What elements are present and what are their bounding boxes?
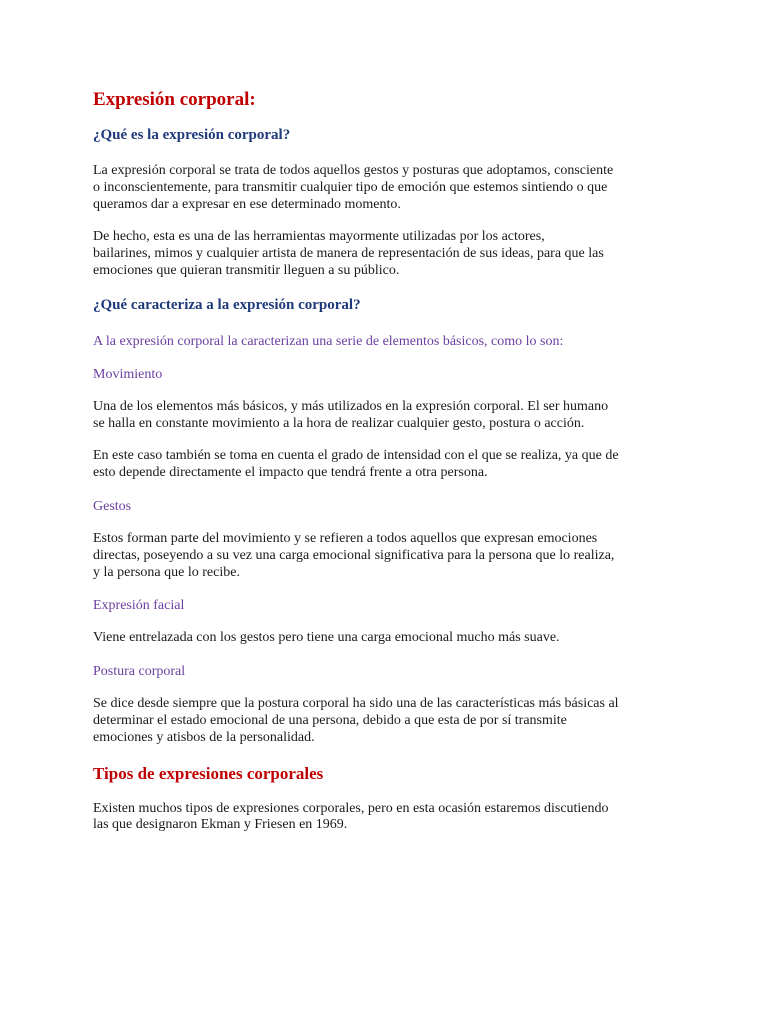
paragraph-line: En este caso también se toma en cuenta el grado de intensidad con el que se realiza, ya que de [93,448,619,464]
paragraph-line: o inconscientemente, para transmitir cualquier tipo de emoción que estemos sintiendo o que [93,179,608,195]
paragraph-movimiento-2 [93,448,693,482]
paragraph-gestos [93,531,693,581]
paragraph-line: Se dice desde siempre que la postura corporal ha sido una de las características más básicas al [93,696,619,712]
paragraph-definition [93,163,693,213]
paragraph-line: Estos forman parte del movimiento y se refieren a todos aquellos que expresan emociones [93,530,598,546]
paragraph-movimiento-1 [93,399,693,433]
paragraph-line: las que designaron Ekman y Friesen en 1969. [93,817,348,833]
paragraph-tipos [93,801,693,835]
subheading-movimiento: Movimiento [93,366,163,382]
paragraph-line: Viene entrelazada con los gestos pero tiene una carga emocional mucho más suave. [93,630,560,646]
paragraph-expresion-facial [93,630,693,647]
paragraph-postura-corporal [93,696,693,746]
paragraph-line: y la persona que lo recibe. [93,564,240,580]
characteristics-intro: A la expresión corporal la caracterizan una serie de elementos básicos, como lo son: [93,333,564,349]
paragraph-line: determinar el estado emocional de una persona, debido a que esta de por sí transmite [93,712,567,728]
subheading-gestos: Gestos [93,498,132,514]
paragraph-line: emociones y atisbos de la personalidad. [93,729,315,745]
paragraph-usage [93,229,693,279]
paragraph-line: De hecho, esta es una de las herramientas mayormente utilizadas por los actores, [93,229,545,245]
paragraph-line: bailarines, mimos y cualquier artista de manera de representación de sus ideas, para que las [93,246,604,262]
question-heading-characteristics: ¿Qué caracteriza a la expresión corporal? [93,296,361,313]
paragraph-line: La expresión corporal se trata de todos aquellos gestos y posturas que adoptamos, consciente [93,163,614,178]
paragraph-line: emociones que quieran transmitir lleguen a su público. [93,262,400,278]
subheading-expresion-facial: Expresión facial [93,598,185,614]
document-content [93,88,693,850]
paragraph-line: esto depende directamente el impacto que tendrá frente a otra persona. [93,465,488,481]
document-title: Expresión corporal: [93,89,256,110]
subheading-postura-corporal: Postura corporal [93,664,186,680]
paragraph-line: queramos dar a expresar en ese determinado momento. [93,196,401,212]
paragraph-line: se halla en constante movimiento a la hora de realizar cualquier gesto, postura o acción. [93,415,585,431]
section-heading-tipos: Tipos de expresiones corporales [93,763,324,783]
paragraph-line: Una de los elementos más básicos, y más utilizados en la expresión corporal. El ser humano [93,398,609,414]
paragraph-line: directas, poseyendo a su vez una carga emocional significativa para la persona que lo realiza, [93,547,615,563]
question-heading-what-is: ¿Qué es la expresión corporal? [93,127,291,143]
paragraph-line: Existen muchos tipos de expresiones corporales, pero en esta ocasión estaremos discutiendo [93,800,609,816]
